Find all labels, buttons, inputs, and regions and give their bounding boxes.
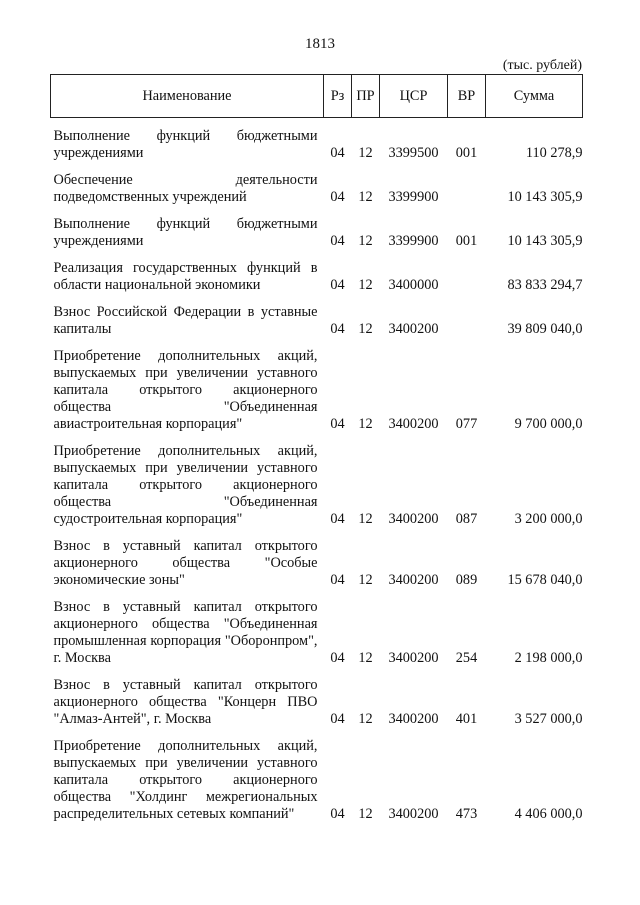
table-row — [51, 128, 583, 162]
row-rz: 04 — [330, 189, 345, 205]
row-sum: 9 700 000,0 — [514, 416, 583, 432]
row-sum: 2 198 000,0 — [514, 650, 583, 666]
table-row — [51, 348, 583, 433]
row-rz: 04 — [330, 277, 345, 293]
table-row — [51, 172, 583, 206]
row-name: Выполнение функций бюджетными учреждениями — [53, 216, 318, 249]
row-vr: 473 — [455, 806, 478, 822]
row-csr: 3400200 — [388, 511, 439, 527]
row-csr: 3400200 — [388, 572, 439, 588]
row-vr — [448, 172, 486, 206]
row-vr: 001 — [455, 233, 478, 249]
column-header-csr: ЦСР — [380, 75, 448, 118]
budget-table — [50, 74, 583, 823]
row-vr: 254 — [455, 650, 478, 666]
row-rz: 04 — [330, 711, 345, 727]
table-body — [51, 118, 583, 824]
row-name: Взнос в уставный капитал открытого акционерного общества "Концерн ПВО "Алмаз-Антей", г. Москва — [53, 677, 318, 727]
row-rz: 04 — [330, 233, 345, 249]
row-name: Взнос в уставный капитал открытого акционерного общества "Объединенная промышленная корпорация "Оборонпром", г. Москва — [53, 599, 318, 666]
row-vr: 077 — [455, 416, 478, 432]
row-sum: 15 678 040,0 — [507, 572, 583, 588]
table-row — [51, 443, 583, 528]
row-name: Приобретение дополнительных акций, выпускаемых при увеличении уставного капитала открытого акционерного общества "Объединенная авиастроительная корпорация" — [53, 348, 318, 432]
row-sum: 83 833 294,7 — [507, 277, 583, 293]
units-label: (тыс. рублей) — [502, 58, 582, 73]
row-csr: 3399500 — [388, 145, 439, 161]
row-csr: 3400000 — [388, 277, 439, 293]
row-name: Обеспечение деятельности подведомственных учреждений — [53, 172, 318, 205]
row-pr: 12 — [358, 650, 373, 666]
table-row — [51, 260, 583, 294]
row-name: Приобретение дополнительных акций, выпускаемых при увеличении уставного капитала открытого акционерного общества "Объединенная судостроительная корпорация" — [53, 443, 318, 527]
row-csr: 3400200 — [388, 806, 439, 822]
column-header-rz: Рз — [324, 75, 352, 118]
table-row — [51, 677, 583, 728]
row-csr: 3399900 — [388, 233, 439, 249]
row-vr: 089 — [455, 572, 478, 588]
row-vr: 001 — [455, 145, 478, 161]
row-vr: 087 — [455, 511, 478, 527]
table-row — [51, 538, 583, 589]
row-pr: 12 — [358, 321, 373, 337]
column-header-sum: Сумма — [486, 75, 583, 118]
row-sum: 4 406 000,0 — [514, 806, 583, 822]
row-pr: 12 — [358, 233, 373, 249]
row-sum: 3 527 000,0 — [514, 711, 583, 727]
row-name: Взнос Российской Федерации в уставные капиталы — [53, 304, 318, 337]
row-csr: 3400200 — [388, 711, 439, 727]
row-pr: 12 — [358, 145, 373, 161]
row-name: Приобретение дополнительных акций, выпускаемых при увеличении уставного капитала открытого акционерного общества "Холдинг межрегиональных распределительных сетевых компаний" — [53, 738, 318, 822]
row-vr: 401 — [455, 711, 478, 727]
row-pr: 12 — [358, 806, 373, 822]
row-rz: 04 — [330, 806, 345, 822]
column-header-name: Наименование — [51, 75, 324, 118]
row-sum: 10 143 305,9 — [507, 233, 583, 249]
page-number: 1813 — [305, 36, 335, 52]
row-name: Выполнение функций бюджетными учреждениями — [53, 128, 318, 161]
table-row — [51, 216, 583, 250]
column-header-pr: ПР — [352, 75, 380, 118]
row-pr: 12 — [358, 711, 373, 727]
row-name: Реализация государственных функций в области национальной экономики — [53, 260, 318, 293]
row-rz: 04 — [330, 416, 345, 432]
table-row — [51, 304, 583, 338]
row-rz: 04 — [330, 650, 345, 666]
row-name: Взнос в уставный капитал открытого акционерного общества "Особые экономические зоны" — [53, 538, 318, 588]
row-pr: 12 — [358, 572, 373, 588]
row-sum: 110 278,9 — [525, 145, 583, 161]
row-sum: 3 200 000,0 — [514, 511, 583, 527]
row-csr: 3400200 — [388, 650, 439, 666]
table-row — [51, 599, 583, 667]
column-header-vr: ВР — [448, 75, 486, 118]
row-rz: 04 — [330, 321, 345, 337]
row-rz: 04 — [330, 572, 345, 588]
row-pr: 12 — [358, 189, 373, 205]
row-csr: 3400200 — [388, 416, 439, 432]
row-pr: 12 — [358, 277, 373, 293]
row-vr — [448, 304, 486, 338]
row-sum: 10 143 305,9 — [507, 189, 583, 205]
table-header-row — [51, 75, 583, 118]
row-csr: 3400200 — [388, 321, 439, 337]
row-pr: 12 — [358, 511, 373, 527]
row-csr: 3399900 — [388, 189, 439, 205]
row-rz: 04 — [330, 145, 345, 161]
table-row — [51, 738, 583, 823]
row-pr: 12 — [358, 416, 373, 432]
row-sum: 39 809 040,0 — [507, 321, 583, 337]
row-rz: 04 — [330, 511, 345, 527]
row-vr — [448, 260, 486, 294]
